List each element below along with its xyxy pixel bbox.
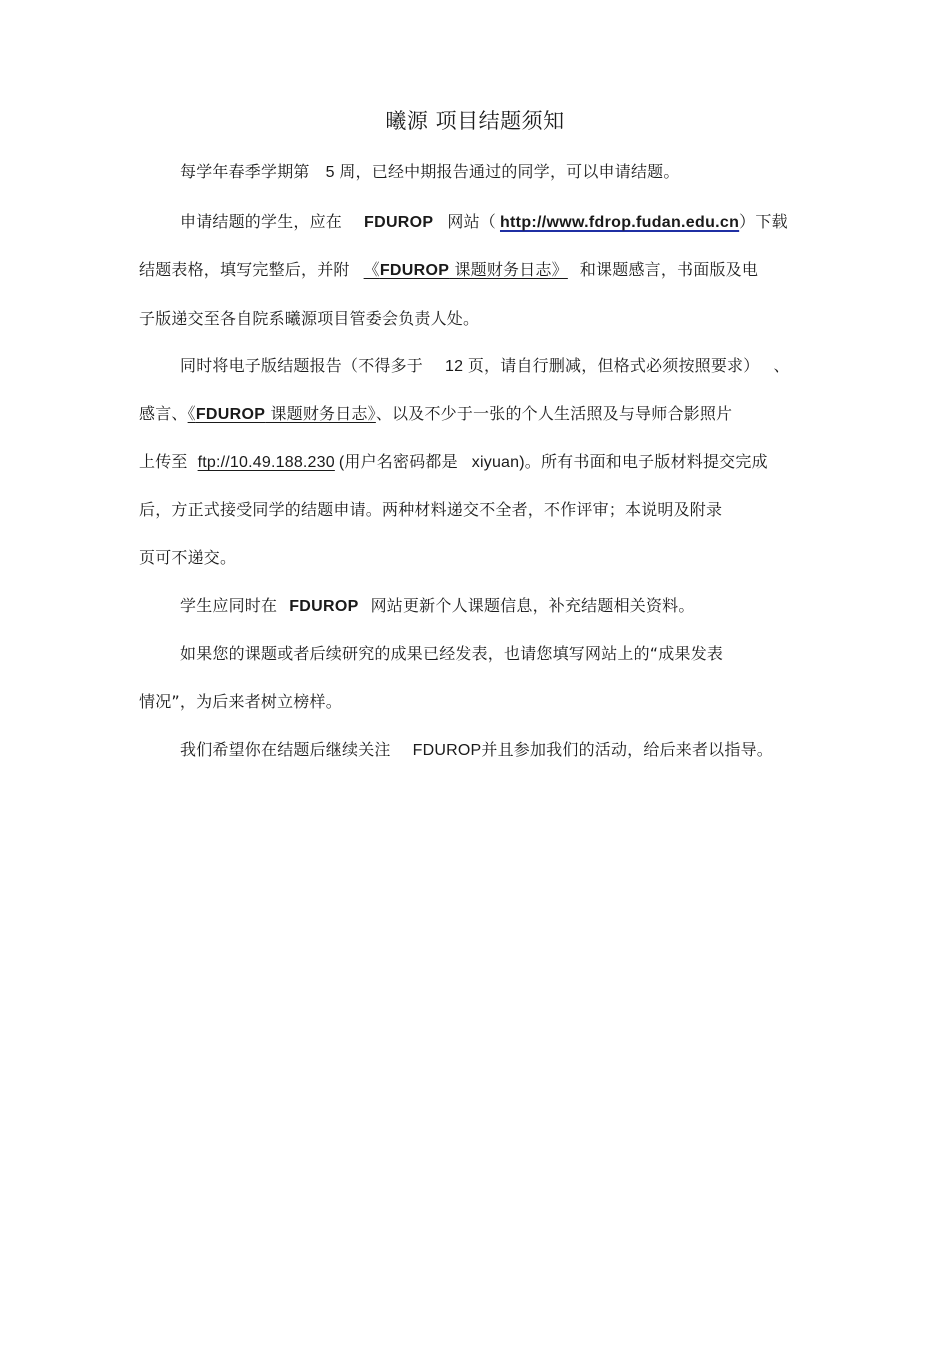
finance-log-fdurop-2: FDUROP xyxy=(195,406,266,423)
fdurop-label-2: FDUROP xyxy=(289,598,359,615)
p2-text-a: 申请结题的学生，应在 xyxy=(180,212,343,231)
p4-text-a: 学生应同时在 xyxy=(180,596,278,615)
paragraph-2-line-2 xyxy=(139,258,758,283)
p1-text-b: 5 周，已经中期报告通过的同学，可以申请结题。 xyxy=(325,164,680,181)
p3-text-g: (用户名密码都是 xyxy=(338,454,458,471)
p6-text-c: 并且参加我们的活动，给后来者以指导。 xyxy=(481,740,773,759)
finance-log-fdurop: FDUROP xyxy=(379,262,450,279)
paragraph-2-line-1 xyxy=(180,210,788,235)
paragraph-2-line-3: 子版递交至各自院系曦源项目管委会负责人处。 xyxy=(139,309,480,328)
p3-text-h: xiyuan)。所有书面和电子版材料提交完成 xyxy=(471,454,768,471)
paragraph-5-line-1: 如果您的课题或者后续研究的成果已经发表，也请您填写网站上的“成果发表 xyxy=(180,644,724,663)
document-title: 曦源 项目结题须知 xyxy=(385,109,565,133)
finance-log-bracket-2: 《 xyxy=(187,404,196,423)
paragraph-1 xyxy=(180,160,680,185)
paragraph-5-line-2: 情况”，为后来者树立榜样。 xyxy=(139,692,342,711)
p3-text-c: 、 xyxy=(773,356,790,375)
paragraph-3-line-2 xyxy=(139,402,732,427)
paragraph-6 xyxy=(180,738,773,763)
paragraph-3-line-3 xyxy=(139,450,768,475)
p6-text-a: 我们希望你在结题后继续关注 xyxy=(180,740,391,759)
fdurop-label: FDUROP xyxy=(364,214,434,231)
p2-text-c: 网站（ xyxy=(447,212,496,231)
finance-log-name: 课题财务日志》 xyxy=(449,260,568,279)
p3-text-d: 感言、 xyxy=(139,404,188,423)
paragraph-4 xyxy=(180,594,695,619)
p3-text-f: 上传至 xyxy=(139,452,188,471)
finance-log-title-2 xyxy=(188,404,376,423)
fdurop-label-3: FDUROP xyxy=(412,742,482,759)
paragraph-3-line-5: 页可不递交。 xyxy=(139,548,237,567)
fdrop-website-link[interactable]: http://www.fdrop.fudan.edu.cn xyxy=(499,214,740,231)
p4-text-c: 网站更新个人课题信息，补充结题相关资料。 xyxy=(370,596,695,615)
p2-text-e: 结题表格，填写完整后，并附 xyxy=(139,260,350,279)
paragraph-3-line-4: 后，方正式接受同学的结题申请。两种材料递交不全者，不作评审；本说明及附录 xyxy=(139,500,723,519)
finance-log-name-2: 课题财务日志》 xyxy=(265,404,376,423)
ftp-link[interactable]: ftp://10.49.188.230 xyxy=(197,454,335,471)
p2-text-f: 和课题感言，书面版及电 xyxy=(579,260,759,279)
finance-log-title xyxy=(364,260,580,279)
finance-log-bracket: 《 xyxy=(363,260,380,279)
p1-text-a: 每学年春季学期第 xyxy=(180,162,310,181)
p3-text-b: 12 页，请自行删减，但格式必须按照要求） xyxy=(445,358,760,375)
p3-text-e: 、以及不少于一张的个人生活照及与导师合影照片 xyxy=(375,404,733,423)
p2-text-d: ）下载 xyxy=(739,212,788,231)
paragraph-3-line-1 xyxy=(180,354,790,379)
p3-text-a: 同时将电子版结题报告（不得多于 xyxy=(180,356,424,375)
